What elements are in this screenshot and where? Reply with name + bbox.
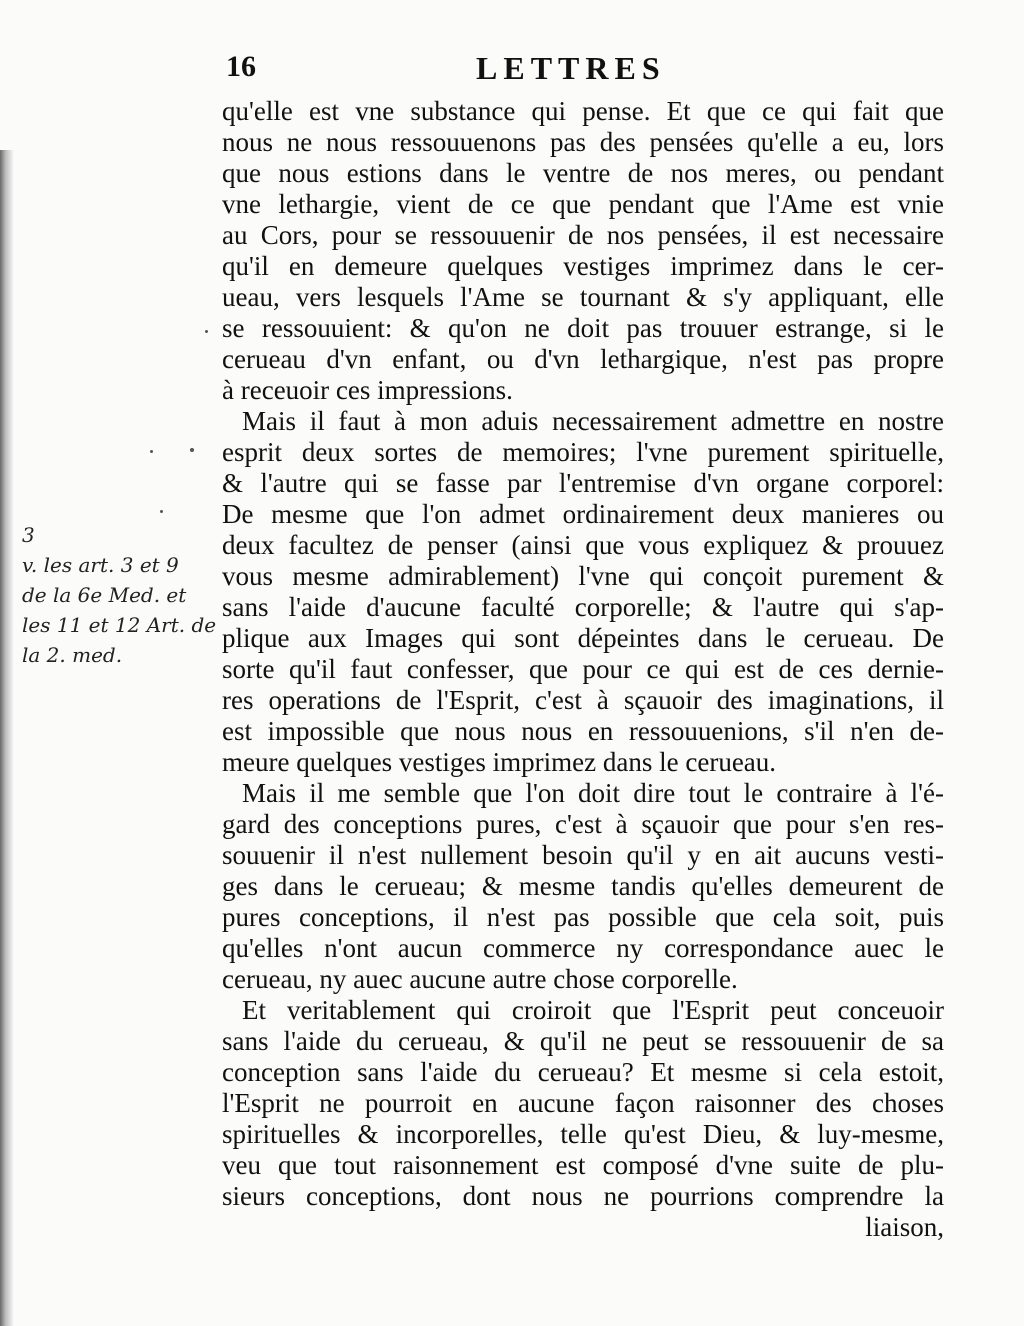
margin-note-line: de la 6e Med. et [22,583,187,607]
text-line: ges dans le cerueau; & mesme tandis qu'elles demeurent de [222,871,944,901]
ink-speck [150,450,153,453]
text-line: sans l'aide du cerueau, & qu'il ne peut se ressouuenir de sa [222,1026,944,1056]
text-line: sans l'aide d'aucune faculté corporelle; & l'autre qui s'ap- [222,592,944,622]
paragraph-start-line: Et veritablement qui croiroit que l'Esprit peut conceuoir [242,995,944,1025]
text-line: vous mesme admirablement) l'vne qui conçoit purement & [222,561,944,591]
page-number: 16 [226,50,256,83]
binding-shadow [0,150,14,1326]
text-line: res operations de l'Esprit, c'est à sçauoir des imaginations, il [222,685,944,715]
text-line: esprit deux sortes de memoires; l'vne purement spirituelle, [222,437,944,467]
text-line: sorte qu'il faut confesser, que pour ce qui est de ces dernie- [222,654,944,684]
text-line: gard des conceptions pures, c'est à sçauoir que pour s'en res- [222,809,944,839]
text-line: cerueau d'vn enfant, ou d'vn lethargique, n'est pas propre [222,344,944,374]
text-line: souuenir il n'est nullement besoin qu'il y en ait aucuns vesti- [222,840,944,870]
text-line: spirituelles & incorporelles, telle qu'est Dieu, & luy-mesme, [222,1119,944,1149]
text-line: De mesme que l'on admet ordinairement deux manieres ou [222,499,944,529]
text-line: qu'il en demeure quelques vestiges imprimez dans le cer- [222,251,944,281]
text-line: pures conceptions, il n'est pas possible que cela soit, puis [222,902,944,932]
text-line: qu'elle est vne substance qui pense. Et que ce qui fait que [222,96,944,126]
ink-speck [160,510,163,513]
text-line: l'Esprit ne pourroit en aucune façon raisonner des choses [222,1088,944,1118]
text-line: veu que tout raisonnement est composé d'vne suite de plu- [222,1150,944,1180]
page-header [222,50,952,94]
text-line: au Cors, pour se ressouuenir de nos pensées, il est necessaire [222,220,944,250]
margin-note-line: v. les art. 3 et 9 [22,553,179,577]
margin-note-line: la 2. med. [22,643,123,667]
running-title: LETTRES [476,50,666,86]
paragraph-start-line: Mais il faut à mon aduis necessairement admettre en nostre [242,406,944,436]
text-line: que nous estions dans le ventre de nos meres, ou pendant [222,158,944,188]
text-line: conception sans l'aide du cerueau? Et mesme si cela estoit, [222,1057,944,1087]
ink-speck [190,448,194,452]
text-line: nous ne nous ressouuenons pas des pensées qu'elle a eu, lors [222,127,944,157]
text-line: & l'autre qui se fasse par l'entremise d'vn organe corporel: [222,468,944,498]
body-text [222,96,944,1243]
catchword-line: liaison, [865,1212,944,1242]
text-line: ueau, vers lesquels l'Ame se tournant & s'y appliquant, elle [222,282,944,312]
text-line: plique aux Images qui sont dépeintes dans le cerueau. De [222,623,944,653]
text-line: deux facultez de penser (ainsi que vous expliquez & prouuez [222,530,944,560]
ink-speck [205,330,208,333]
text-line: vne lethargie, vient de ce que pendant que l'Ame est vnie [222,189,944,219]
text-line: sieurs conceptions, dont nous ne pourrions comprendre la [222,1181,944,1211]
text-line: se ressouuient: & qu'on ne doit pas trouuer estrange, si le [222,313,944,343]
paragraph-start-line: Mais il me semble que l'on doit dire tout le contraire à l'é- [242,778,944,808]
text-line: meure quelques vestiges imprimez dans le cerueau. [222,747,777,777]
margin-note-line: 3 [22,523,35,547]
text-line: à receuoir ces impressions. [222,375,513,405]
text-line: cerueau, ny auec aucune autre chose corporelle. [222,964,738,994]
text-line: qu'elles n'ont aucun commerce ny correspondance auec le [222,933,944,963]
margin-note-line: les 11 et 12 Art. de [22,613,217,637]
text-line: est impossible que nous nous en ressouuenions, s'il n'en de- [222,716,944,746]
handwritten-margin-note [22,520,217,670]
